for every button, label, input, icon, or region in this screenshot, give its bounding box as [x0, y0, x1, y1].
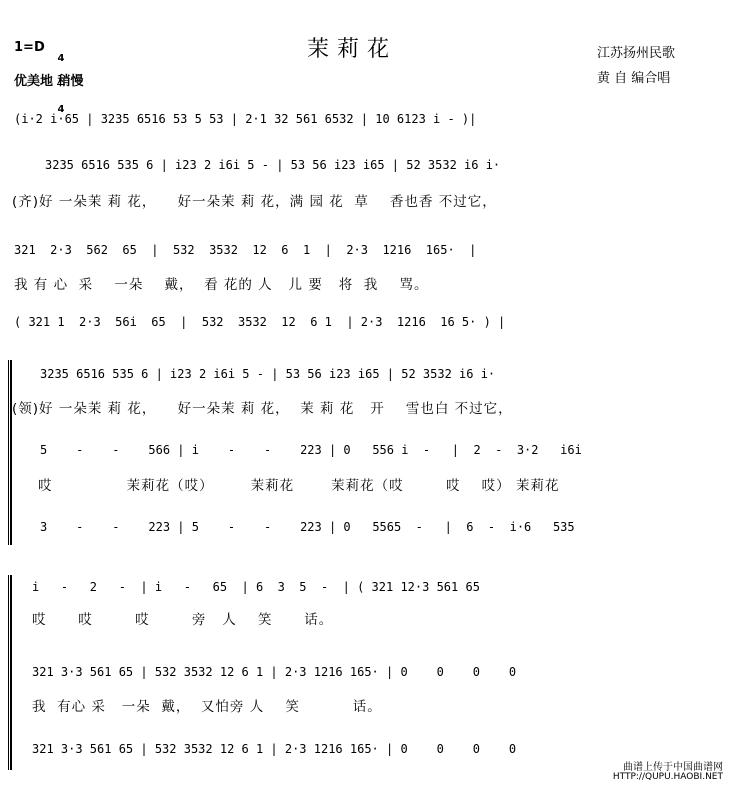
key-signature: 1=D — [14, 40, 45, 55]
row-9: 5 - - 566 | i - - 223 | 0 556 i - | 2 - 3·2 i6i — [40, 443, 582, 457]
row-13: 哎 哎 哎 旁 人 笑 话。 — [32, 612, 334, 628]
watermark-line-1: 曲谱上传于中国曲谱网 — [623, 762, 723, 773]
system-bracket-2-thick — [10, 575, 12, 770]
row-10: 哎 茉莉花（哎） 茉莉花 茉莉花（哎 哎 哎） 茉莉花 — [38, 478, 560, 494]
row-14: 321 3·3 561 65 | 532 3532 12 6 1 | 2·3 1216 165· | 0 0 0 0 — [32, 665, 517, 679]
row-11: 3 - - 223 | 5 - - 223 | 0 5565 - | 6 - i·6 535 — [40, 520, 575, 534]
row-6: ( 321 1 2·3 56i 65 | 532 3532 12 6 1 | 2·3 1216 16 5· ) | — [14, 315, 506, 329]
row-16: 321 3·3 561 65 | 532 3532 12 6 1 | 2·3 1216 165· | 0 0 0 0 — [32, 742, 517, 756]
row-8: (领)好 一朵茉 莉 花， 好一朵茉 莉 花， 茉 莉 花 开 雪也白 不过它， — [12, 401, 513, 417]
meter-bottom: 4 — [57, 104, 65, 115]
row-2: 3235 6516 535 6 | i23 2 i6i 5 - | 53 56 i23 i65 | 52 3532 i6 i· — [45, 158, 501, 172]
tempo-marking: 优美地 稍慢 — [14, 74, 84, 89]
row-3: (齐)好 一朵茉 莉 花， 好一朵茉 莉 花，满 园 花 草 香也香 不过它， — [12, 194, 497, 210]
system-bracket-1-thick — [10, 360, 12, 545]
watermark-line-2: HTTP://QUPU.HAOBI.NET — [612, 772, 723, 782]
row-15: 我 有心 采 一朵 戴， 又怕旁 人 笑 话。 — [32, 699, 382, 715]
arranger-credit: 黄 自 编合唱 — [597, 71, 671, 86]
row-12: i - 2 - | i - 65 | 6 3 5 - | ( 321 12·3 561 65 — [32, 580, 480, 594]
row-1: (i·2 i·65 | 3235 6516 53 5 53 | 2·1 32 561 6532 | 10 6123 i - )| — [14, 112, 477, 126]
row-5: 我 有 心 采 一朵 戴， 看 花的 人 儿 要 将 我 骂。 — [14, 277, 429, 293]
system-bracket-1 — [8, 360, 9, 545]
row-7: 3235 6516 535 6 | i23 2 i6i 5 - | 53 56 i23 i65 | 52 3532 i6 i· — [40, 367, 496, 381]
meter-top: 4 — [57, 53, 65, 64]
song-origin: 江苏扬州民歌 — [597, 46, 676, 61]
system-bracket-2 — [8, 575, 9, 770]
page-title: 茉莉花 — [307, 37, 398, 62]
row-4: 321 2·3 562 65 | 532 3532 12 6 1 | 2·3 1216 165· | — [14, 243, 477, 257]
